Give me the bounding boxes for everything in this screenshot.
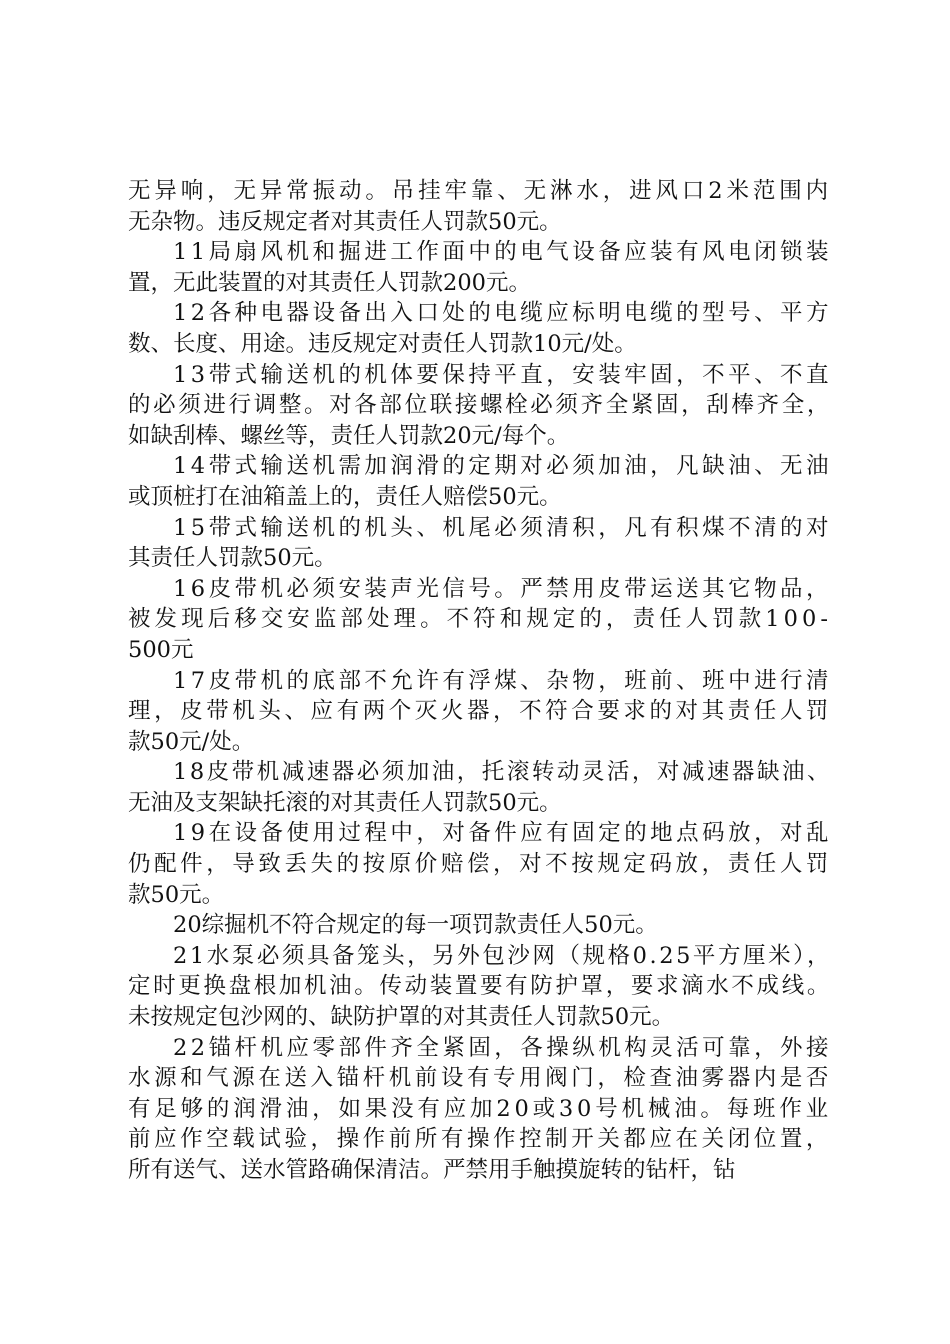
- paragraph: [128, 513, 832, 574]
- paragraph: [128, 941, 832, 1033]
- text-line: 22锚杆机应零部件齐全紧固，各操纵机构灵活可靠，外接: [173, 1034, 832, 1061]
- text-line: 500元: [128, 636, 194, 663]
- paragraph: [128, 176, 832, 237]
- text-line: 定时更换盘根加机油。传动装置要有防护罩，要求滴水不成线。: [128, 973, 832, 1000]
- paragraph: [128, 1033, 832, 1186]
- text-line: 置，无此装置的对其责任人罚款200元。: [128, 269, 531, 296]
- text-line: 无异响，无异常振动。吊挂牢靠、无淋水，进风口2米范围内: [128, 178, 832, 204]
- text-line: 前应作空载试验，操作前所有操作控制开关都应在关闭位置，: [128, 1126, 832, 1153]
- text-line: 仍配件，导致丢失的按原价赔偿，对不按规定码放，责任人罚: [128, 851, 832, 878]
- text-line: 所有送气、送水管路确保清洁。严禁用手触摸旋转的钻杆，钻: [128, 1157, 736, 1183]
- text-line: 有足够的润滑油，如果没有应加20或30号机械油。每班作业: [128, 1095, 832, 1122]
- text-line: 数、长度、用途。违反规定对责任人罚款10元/处。: [128, 330, 637, 357]
- paragraph: [128, 237, 832, 298]
- text-line: 其责任人罚款50元。: [128, 545, 337, 572]
- text-line: 13带式输送机的机体要保持平直，安装牢固，不平、不直: [173, 361, 832, 388]
- text-line: 20综掘机不符合规定的每一项罚款责任人50元。: [173, 912, 658, 939]
- text-line: 14带式输送机需加润滑的定期对必须加油，凡缺油、无油: [173, 453, 832, 480]
- paragraph: [128, 574, 832, 666]
- paragraph: [128, 451, 832, 512]
- paragraph: [128, 666, 832, 758]
- paragraph: [128, 757, 832, 818]
- text-line: 水源和气源在送入锚杆机前设有专用阀门，检查油雾器内是否: [128, 1065, 832, 1092]
- text-line: 17皮带机的底部不允许有浮煤、杂物，班前、班中进行清: [173, 667, 832, 694]
- text-line: 无油及支架缺托滚的对其责任人罚款50元。: [128, 789, 562, 816]
- document-body: [128, 176, 832, 1186]
- text-line: 21水泵必须具备笼头，另外包沙网（规格0.25平方厘米），: [173, 942, 832, 969]
- text-line: 15带式输送机的机头、机尾必须清积，凡有积煤不清的对: [173, 514, 832, 541]
- text-line: 16皮带机必须安装声光信号。严禁用皮带运送其它物品，: [173, 575, 832, 602]
- text-line: 11局扇风机和掘进工作面中的电气设备应装有风电闭锁装: [173, 239, 832, 266]
- text-line: 如缺刮棒、螺丝等，责任人罚款20元/每个。: [128, 422, 570, 449]
- text-line: 未按规定包沙网的、缺防护罩的对其责任人罚款50元。: [128, 1004, 675, 1031]
- text-line: 或顶桩打在油箱盖上的，责任人赔偿50元。: [128, 483, 562, 510]
- text-line: 19在设备使用过程中，对备件应有固定的地点码放，对乱: [173, 820, 832, 847]
- paragraph: [128, 298, 832, 359]
- paragraph: [128, 818, 832, 910]
- paragraph: [128, 360, 832, 452]
- text-line: 理，皮带机头、应有两个灭火器，不符合要求的对其责任人罚: [128, 698, 832, 725]
- text-line: 款50元/处。: [128, 728, 255, 755]
- paragraph: [128, 910, 832, 941]
- text-line: 款50元。: [128, 881, 225, 908]
- text-line: 无杂物。违反规定者对其责任人罚款50元。: [128, 208, 562, 235]
- text-line: 被发现后移交安监部处理。不符和规定的，责任人罚款100-: [128, 606, 832, 633]
- text-line: 的必须进行调整。对各部位联接螺栓必须齐全紧固，刮棒齐全，: [128, 392, 832, 419]
- text-line: 12各种电器设备出入口处的电缆应标明电缆的型号、平方: [173, 300, 832, 327]
- text-line: 18皮带机减速器必须加油，托滚转动灵活，对减速器缺油、: [173, 759, 832, 786]
